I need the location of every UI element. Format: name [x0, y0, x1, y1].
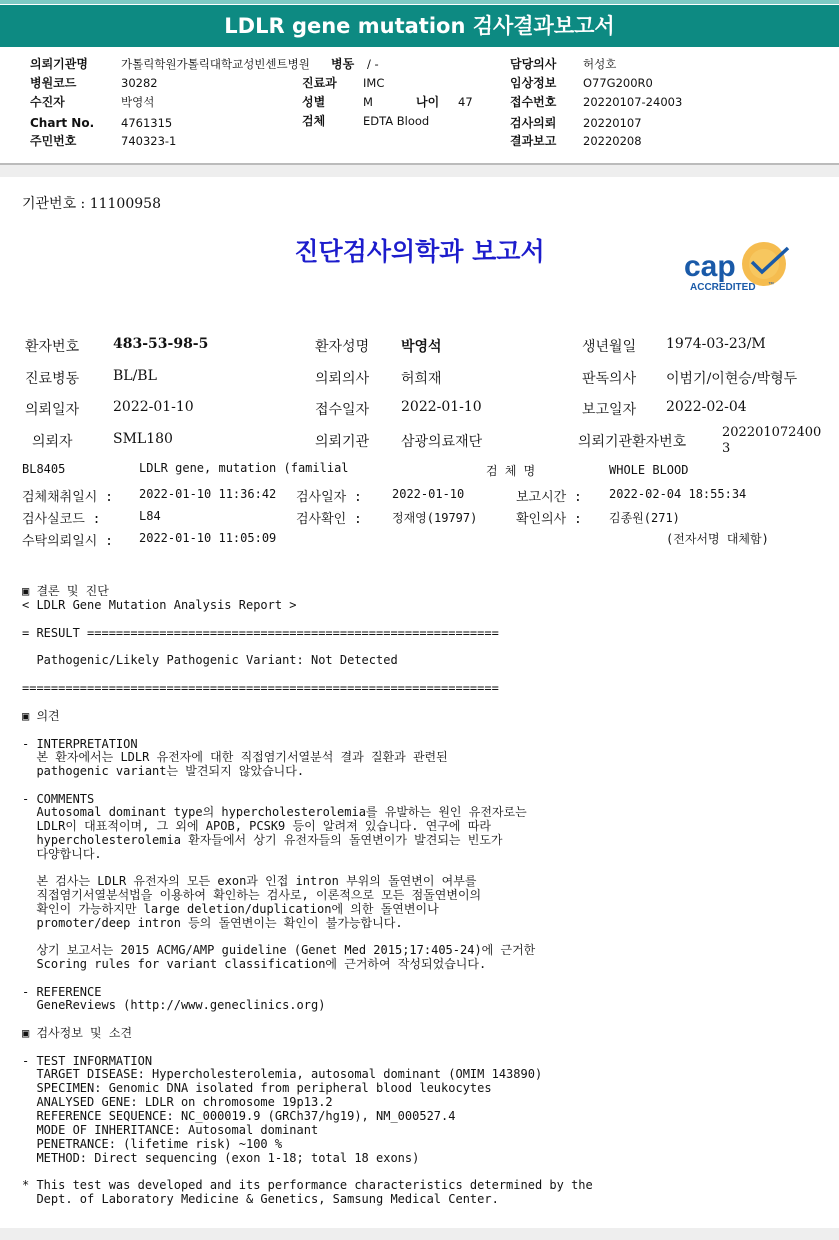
- name-label: 환자성명: [315, 339, 370, 355]
- req-date-value: 2022-01-10: [113, 399, 194, 415]
- ward-label: 병동: [331, 57, 355, 71]
- footnote-line-2: Dept. of Laboratory Medicine & Genetics, Samsung Medical Center.: [22, 1192, 499, 1206]
- test-date-label: 검사일자 :: [296, 490, 362, 505]
- ward-value: / -: [367, 57, 379, 71]
- test-information-heading: - TEST INFORMATION: [22, 1054, 153, 1068]
- clinical-info-label: 임상정보: [510, 76, 557, 90]
- collect-label: 검체채취일시 :: [22, 490, 114, 505]
- req-doc-label: 의뢰의사: [315, 371, 370, 387]
- specimen-value: EDTA Blood: [363, 114, 430, 128]
- dept-label: 진료과: [302, 76, 337, 90]
- result-divider-top: = RESULT =========================================================: [22, 626, 499, 640]
- report-date: 20220208: [583, 134, 642, 148]
- req-org-label: 의뢰기관: [315, 434, 370, 450]
- opinion-heading: ▣ 의견: [22, 709, 60, 723]
- report-time-label: 보고시간 :: [516, 490, 582, 505]
- reference-sequence: REFERENCE SEQUENCE: NC_000019.9 (GRCh37/hg19), NM_000527.4: [22, 1109, 456, 1123]
- report-date-label: 결과보고: [510, 134, 557, 148]
- hospital-code: 30282: [121, 76, 158, 90]
- ward-label-2: 진료병동: [25, 371, 80, 387]
- doctor-value: 허성호: [583, 57, 617, 71]
- report-time-value: 2022-02-04 18:55:34: [609, 487, 747, 501]
- esign-note: (전자서명 대체함): [666, 532, 769, 546]
- patient-value: 박영석: [121, 95, 155, 109]
- sex-label: 성별: [302, 95, 326, 109]
- dept-value: IMC: [363, 76, 385, 90]
- request-date-label: 검사의뢰: [510, 116, 557, 130]
- comments-line-1: Autosomal dominant type의 hypercholesterolemia를 유발하는 원인 유전자로는: [22, 805, 527, 819]
- check-doc-label: 확인의사 :: [516, 512, 582, 527]
- dob-label: 생년월일: [582, 339, 637, 355]
- test-code: BL8405: [22, 462, 66, 476]
- room-value: L84: [139, 509, 161, 523]
- specimen-label: 검체: [302, 114, 326, 128]
- receipt-no-label: 접수번호: [510, 95, 557, 109]
- comments-line-6: 직접염기서열분석법을 이용하여 확인하는 검사로, 이론적으로 모든 점돌연변이의: [22, 888, 482, 902]
- comments-heading: - COMMENTS: [22, 792, 95, 806]
- institution-number: 기관번호 : 11100958: [22, 196, 161, 212]
- name-value: 박영석: [401, 339, 442, 355]
- comments-line-5: 본 검사는 LDLR 유전자의 모든 exon과 인접 intron 부위의 돌연변이 여부를: [22, 874, 477, 888]
- rep-date-value: 2022-02-04: [666, 399, 747, 415]
- consign-label: 수탁의뢰일시 :: [22, 534, 114, 549]
- requesting-org-label: 의뢰기관명: [30, 57, 88, 71]
- cap-accredited-logo: [676, 238, 804, 300]
- pid-value: 483-53-98-5: [113, 336, 209, 352]
- request-date: 20220107: [583, 116, 642, 130]
- req-doc-value: 허희재: [401, 371, 442, 387]
- org-pid-value-1: 202201072400: [722, 425, 822, 440]
- conclusion-heading: ▣ 결론 및 진단: [22, 584, 109, 598]
- patient-label: 수진자: [30, 95, 65, 109]
- cap-tm: ™: [768, 282, 774, 288]
- age-label: 나이: [416, 95, 440, 109]
- inheritance-mode: MODE OF INHERITANCE: Autosomal dominant: [22, 1123, 319, 1137]
- requester-label: 의뢰자: [32, 434, 73, 450]
- req-date-label: 의뢰일자: [25, 402, 80, 418]
- room-label: 검사실코드 :: [22, 512, 101, 527]
- footnote-line-1: * This test was developed and its performance characteristics determined by the: [22, 1178, 593, 1192]
- interpretation-heading: - INTERPRETATION: [22, 737, 138, 751]
- comments-line-2: LDLR이 대표적이며, 그 외에 APOB, PCSK9 등이 알려져 있습니다. 연구에 따라: [22, 819, 491, 833]
- recv-date-label: 접수일자: [315, 402, 370, 418]
- org-pid-value-2: 3: [722, 441, 731, 456]
- reference-link: GeneReviews (http://www.geneclinics.org): [22, 998, 326, 1012]
- interpretation-line-2: pathogenic variant는 발견되지 않았습니다.: [22, 764, 305, 778]
- chart-label: Chart No.: [30, 116, 95, 130]
- reference-heading: - REFERENCE: [22, 985, 102, 999]
- target-disease: TARGET DISEASE: Hypercholesterolemia, autosomal dominant (OMIM 143890): [22, 1067, 543, 1081]
- clinical-info: O77G200R0: [583, 76, 653, 90]
- requesting-org: 가톨릭학원가톨릭대학교성빈센트병원: [121, 57, 310, 71]
- check-doc-value: 김종원(271): [609, 511, 680, 525]
- pid-label: 환자번호: [25, 339, 80, 355]
- test-date-value: 2022-01-10: [392, 487, 465, 501]
- penetrance: PENETRANCE: (lifetime risk) ~100 %: [22, 1137, 283, 1151]
- comments-line-4: 다양합니다.: [22, 847, 102, 861]
- specimen-name: WHOLE BLOOD: [609, 463, 689, 477]
- gray-band-bottom: [0, 1228, 839, 1240]
- test-info-heading: ▣ 검사정보 및 소견: [22, 1026, 133, 1040]
- comments-line-9: 상기 보고서는 2015 ACMG/AMP guideline (Genet Med 2015;17:405-24)에 근거한: [22, 943, 536, 957]
- comments-line-7: 확인이 가능하지만 large deletion/duplication에 의한 돌연변이나: [22, 902, 439, 916]
- reading-doc-label: 판독의사: [582, 371, 637, 387]
- comments-line-3: hypercholesterolemia 환자들에서 상기 유전자들의 돌연변이가 발견되는 빈도가: [22, 833, 503, 847]
- cap-accredited-text: ACCREDITED: [690, 282, 756, 293]
- id-label: 주민번호: [30, 134, 77, 148]
- report-subtitle: < LDLR Gene Mutation Analysis Report >: [22, 598, 297, 612]
- chart-value: 4761315: [121, 116, 173, 130]
- specimen-info: SPECIMEN: Genomic DNA isolated from peripheral blood leukocytes: [22, 1081, 492, 1095]
- analysed-gene: ANALYSED GENE: LDLR on chromosome 19p13.2: [22, 1095, 333, 1109]
- confirm-label: 검사확인 :: [296, 512, 362, 527]
- reading-doc-value: 이범기/이현승/박형두: [666, 371, 798, 387]
- report-title: 진단검사의학과 보고서: [294, 237, 545, 266]
- collect-value: 2022-01-10 11:36:42: [139, 487, 277, 501]
- confirm-value: 정재영(19797): [392, 511, 478, 525]
- rep-date-label: 보고일자: [582, 402, 637, 418]
- doctor-label: 담당의사: [510, 57, 557, 71]
- hospital-code-label: 병원코드: [30, 76, 77, 90]
- test-name: LDLR gene, mutation (familial: [139, 461, 349, 475]
- result-divider-bottom: ==================================================================: [22, 681, 499, 695]
- specimen-name-label: 검 체 명: [486, 464, 536, 478]
- requester-value: SML180: [113, 431, 173, 447]
- id-value: 740323-1: [121, 134, 177, 148]
- ward-value-2: BL/BL: [113, 368, 157, 384]
- interpretation-line-1: 본 환자에서는 LDLR 유전자에 대한 직접염기서열분석 결과 질환과 관련된: [22, 750, 448, 764]
- consign-value: 2022-01-10 11:05:09: [139, 531, 277, 545]
- comments-line-8: promoter/deep intron 등의 돌연변이는 확인이 불가능합니다.: [22, 916, 403, 930]
- method: METHOD: Direct sequencing (exon 1-18; total 18 exons): [22, 1151, 420, 1165]
- req-org-value: 삼광의료재단: [401, 434, 483, 450]
- recv-date-value: 2022-01-10: [401, 399, 482, 415]
- receipt-no: 20220107-24003: [583, 95, 683, 109]
- comments-line-10: Scoring rules for variant classification에 근거하여 작성되었습니다.: [22, 957, 487, 971]
- result-text: Pathogenic/Likely Pathogenic Variant: Not Detected: [22, 653, 398, 667]
- sex-value: M: [363, 95, 373, 109]
- dob-value: 1974-03-23/M: [666, 336, 766, 352]
- top-accent-line: [0, 0, 839, 4]
- org-pid-label: 의뢰기관환자번호: [578, 434, 687, 450]
- cap-logo-text: cap: [684, 250, 736, 283]
- gray-band-top: [0, 165, 839, 177]
- age-value: 47: [458, 95, 473, 109]
- report-header-title: LDLR gene mutation 검사결과보고서: [0, 5, 839, 47]
